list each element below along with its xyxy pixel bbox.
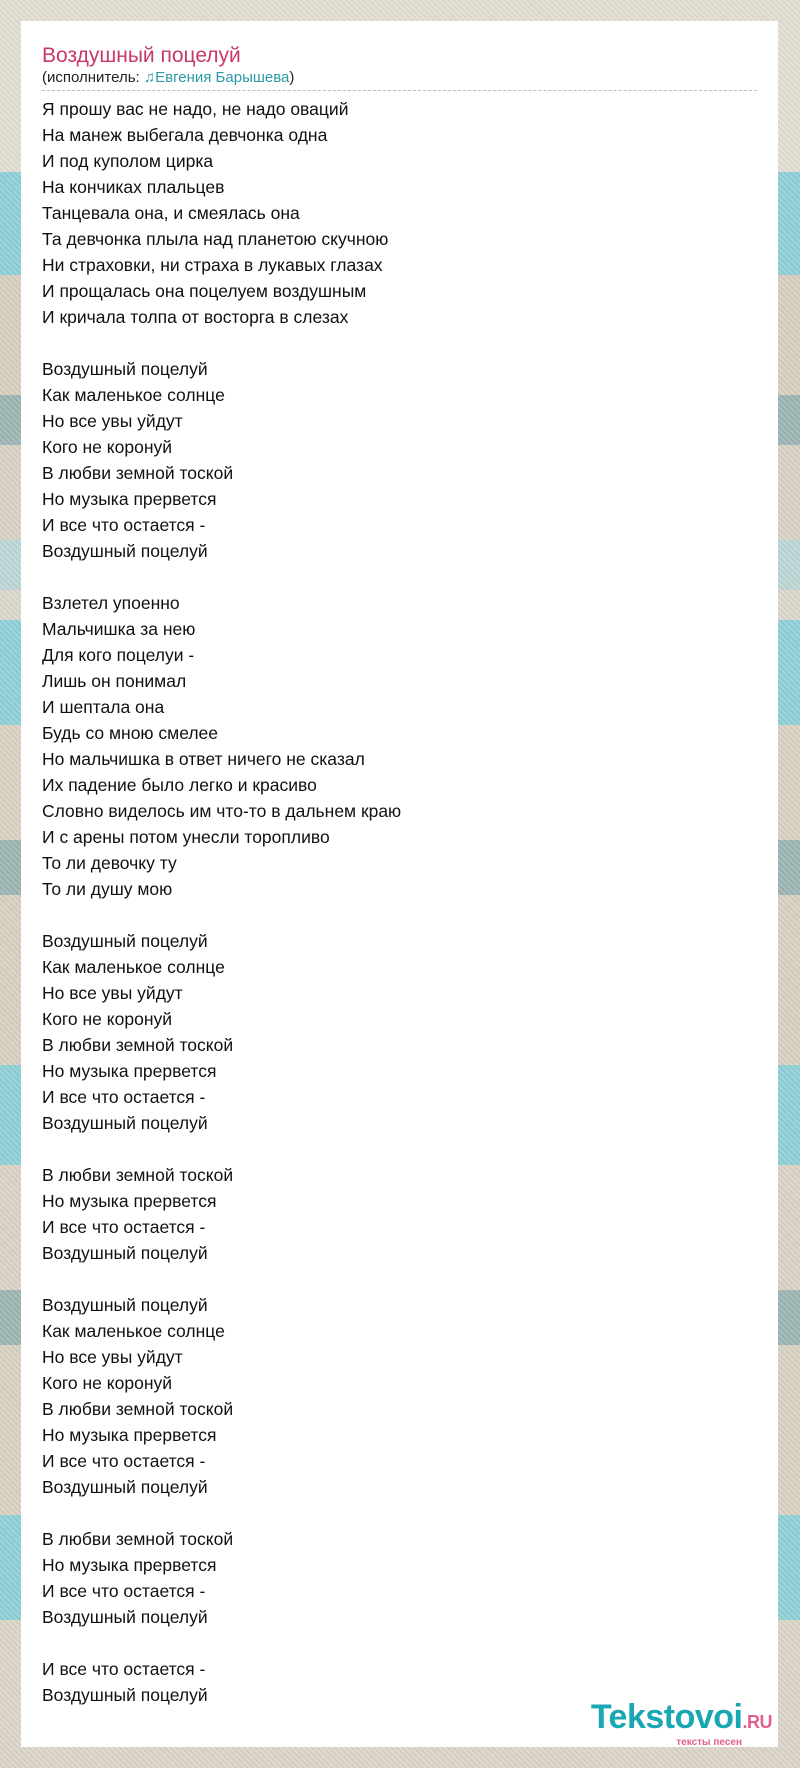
- lyrics-line: Воздушный поцелуй: [42, 359, 208, 379]
- lyrics-line: И под куполом цирка: [42, 151, 214, 171]
- lyrics-line: То ли душу мою: [42, 879, 173, 899]
- lyrics-line: И прощалась она поцелуем воздушным: [42, 281, 367, 301]
- lyrics-line: Но музыка прервется: [42, 1555, 217, 1575]
- lyrics-line: Ни страховки, ни страха в лукавых глазах: [42, 255, 383, 275]
- lyrics-line: Воздушный поцелуй: [42, 1607, 208, 1627]
- performer-prefix: (исполнитель:: [42, 69, 144, 86]
- lyrics-line: Взлетел упоенно: [42, 593, 180, 613]
- lyrics-line: В любви земной тоской: [42, 463, 234, 483]
- title-divider: [42, 90, 757, 91]
- logo-wordmark: [591, 1700, 772, 1739]
- lyrics-text: [42, 96, 757, 1708]
- lyrics-line: Для кого поцелуи -: [42, 645, 195, 665]
- lyrics-line: В любви земной тоской: [42, 1399, 234, 1419]
- lyrics-line: И шептала она: [42, 697, 165, 717]
- lyrics-line: И все что остается -: [42, 1217, 206, 1237]
- lyrics-line: И с арены потом унесли торопливо: [42, 827, 330, 847]
- lyrics-line: Мальчишка за нею: [42, 619, 196, 639]
- song-title: Воздушный поцелуй: [42, 44, 241, 67]
- lyrics-line: Воздушный поцелуй: [42, 1113, 208, 1133]
- lyrics-card: [21, 21, 778, 1747]
- lyrics-line: Танцевала она, и смеялась она: [42, 203, 300, 223]
- lyrics-line: Та девчонка плыла над планетою скучною: [42, 229, 389, 249]
- lyrics-line: Но музыка прервется: [42, 489, 217, 509]
- lyrics-line: Словно виделось им что-то в дальнем краю: [42, 801, 402, 821]
- lyrics-line: Воздушный поцелуй: [42, 1685, 208, 1705]
- lyrics-line: Но музыка прервется: [42, 1425, 217, 1445]
- lyrics-blank-line: [42, 1500, 757, 1526]
- lyrics-line: Но все увы уйдут: [42, 411, 183, 431]
- lyrics-line: Воздушный поцелуй: [42, 541, 208, 561]
- performer-line: [42, 69, 757, 87]
- lyrics-line: Кого не коронуй: [42, 1009, 173, 1029]
- lyrics-line: Воздушный поцелуй: [42, 1295, 208, 1315]
- logo-main-text: Tekstovoi: [590, 1698, 743, 1736]
- lyrics-line: Но все увы уйдут: [42, 983, 183, 1003]
- lyrics-line: Я прошу вас не надо, не надо оваций: [42, 99, 349, 119]
- lyrics-line: Как маленькое солнце: [42, 957, 225, 977]
- lyrics-line: Лишь он понимал: [42, 671, 187, 691]
- lyrics-line: На манеж выбегала девчонка одна: [42, 125, 328, 145]
- lyrics-line: И все что остается -: [42, 1451, 206, 1471]
- lyrics-line: И все что остается -: [42, 515, 206, 535]
- lyrics-line: Как маленькое солнце: [42, 1321, 225, 1341]
- lyrics-line: И все что остается -: [42, 1581, 206, 1601]
- lyrics-line: В любви земной тоской: [42, 1529, 234, 1549]
- performer-link[interactable]: ♫Евгения Барышева: [143, 69, 290, 86]
- logo-tld: .RU: [742, 1712, 772, 1732]
- lyrics-line: И все что остается -: [42, 1087, 206, 1107]
- lyrics-line: На кончиках плальцев: [42, 177, 225, 197]
- site-logo[interactable]: [591, 1700, 772, 1748]
- lyrics-blank-line: [42, 1136, 757, 1162]
- lyrics-line: То ли девочку ту: [42, 853, 177, 873]
- lyrics-line: И кричала толпа от восторга в слезах: [42, 307, 349, 327]
- lyrics-blank-line: [42, 902, 757, 928]
- lyrics-line: Но музыка прервется: [42, 1061, 217, 1081]
- lyrics-line: Как маленькое солнце: [42, 385, 225, 405]
- lyrics-line: И все что остается -: [42, 1659, 206, 1679]
- lyrics-line: Будь со мною смелее: [42, 723, 219, 743]
- lyrics-blank-line: [42, 1266, 757, 1292]
- performer-suffix: ): [289, 69, 295, 86]
- lyrics-line: В любви земной тоской: [42, 1035, 234, 1055]
- lyrics-line: Но музыка прервется: [42, 1191, 217, 1211]
- lyrics-line: В любви земной тоской: [42, 1165, 234, 1185]
- lyrics-blank-line: [42, 1630, 757, 1656]
- lyrics-line: Воздушный поцелуй: [42, 931, 208, 951]
- lyrics-line: Но все увы уйдут: [42, 1347, 183, 1367]
- lyrics-line: Но мальчишка в ответ ничего не сказал: [42, 749, 365, 769]
- lyrics-blank-line: [42, 564, 757, 590]
- lyrics-line: Воздушный поцелуй: [42, 1243, 208, 1263]
- logo-tagline: тексты песен: [676, 1737, 742, 1748]
- lyrics-line: Кого не коронуй: [42, 437, 173, 457]
- lyrics-line: Кого не коронуй: [42, 1373, 173, 1393]
- lyrics-line: Их падение было легко и красиво: [42, 775, 317, 795]
- lyrics-line: Воздушный поцелуй: [42, 1477, 208, 1497]
- lyrics-blank-line: [42, 330, 757, 356]
